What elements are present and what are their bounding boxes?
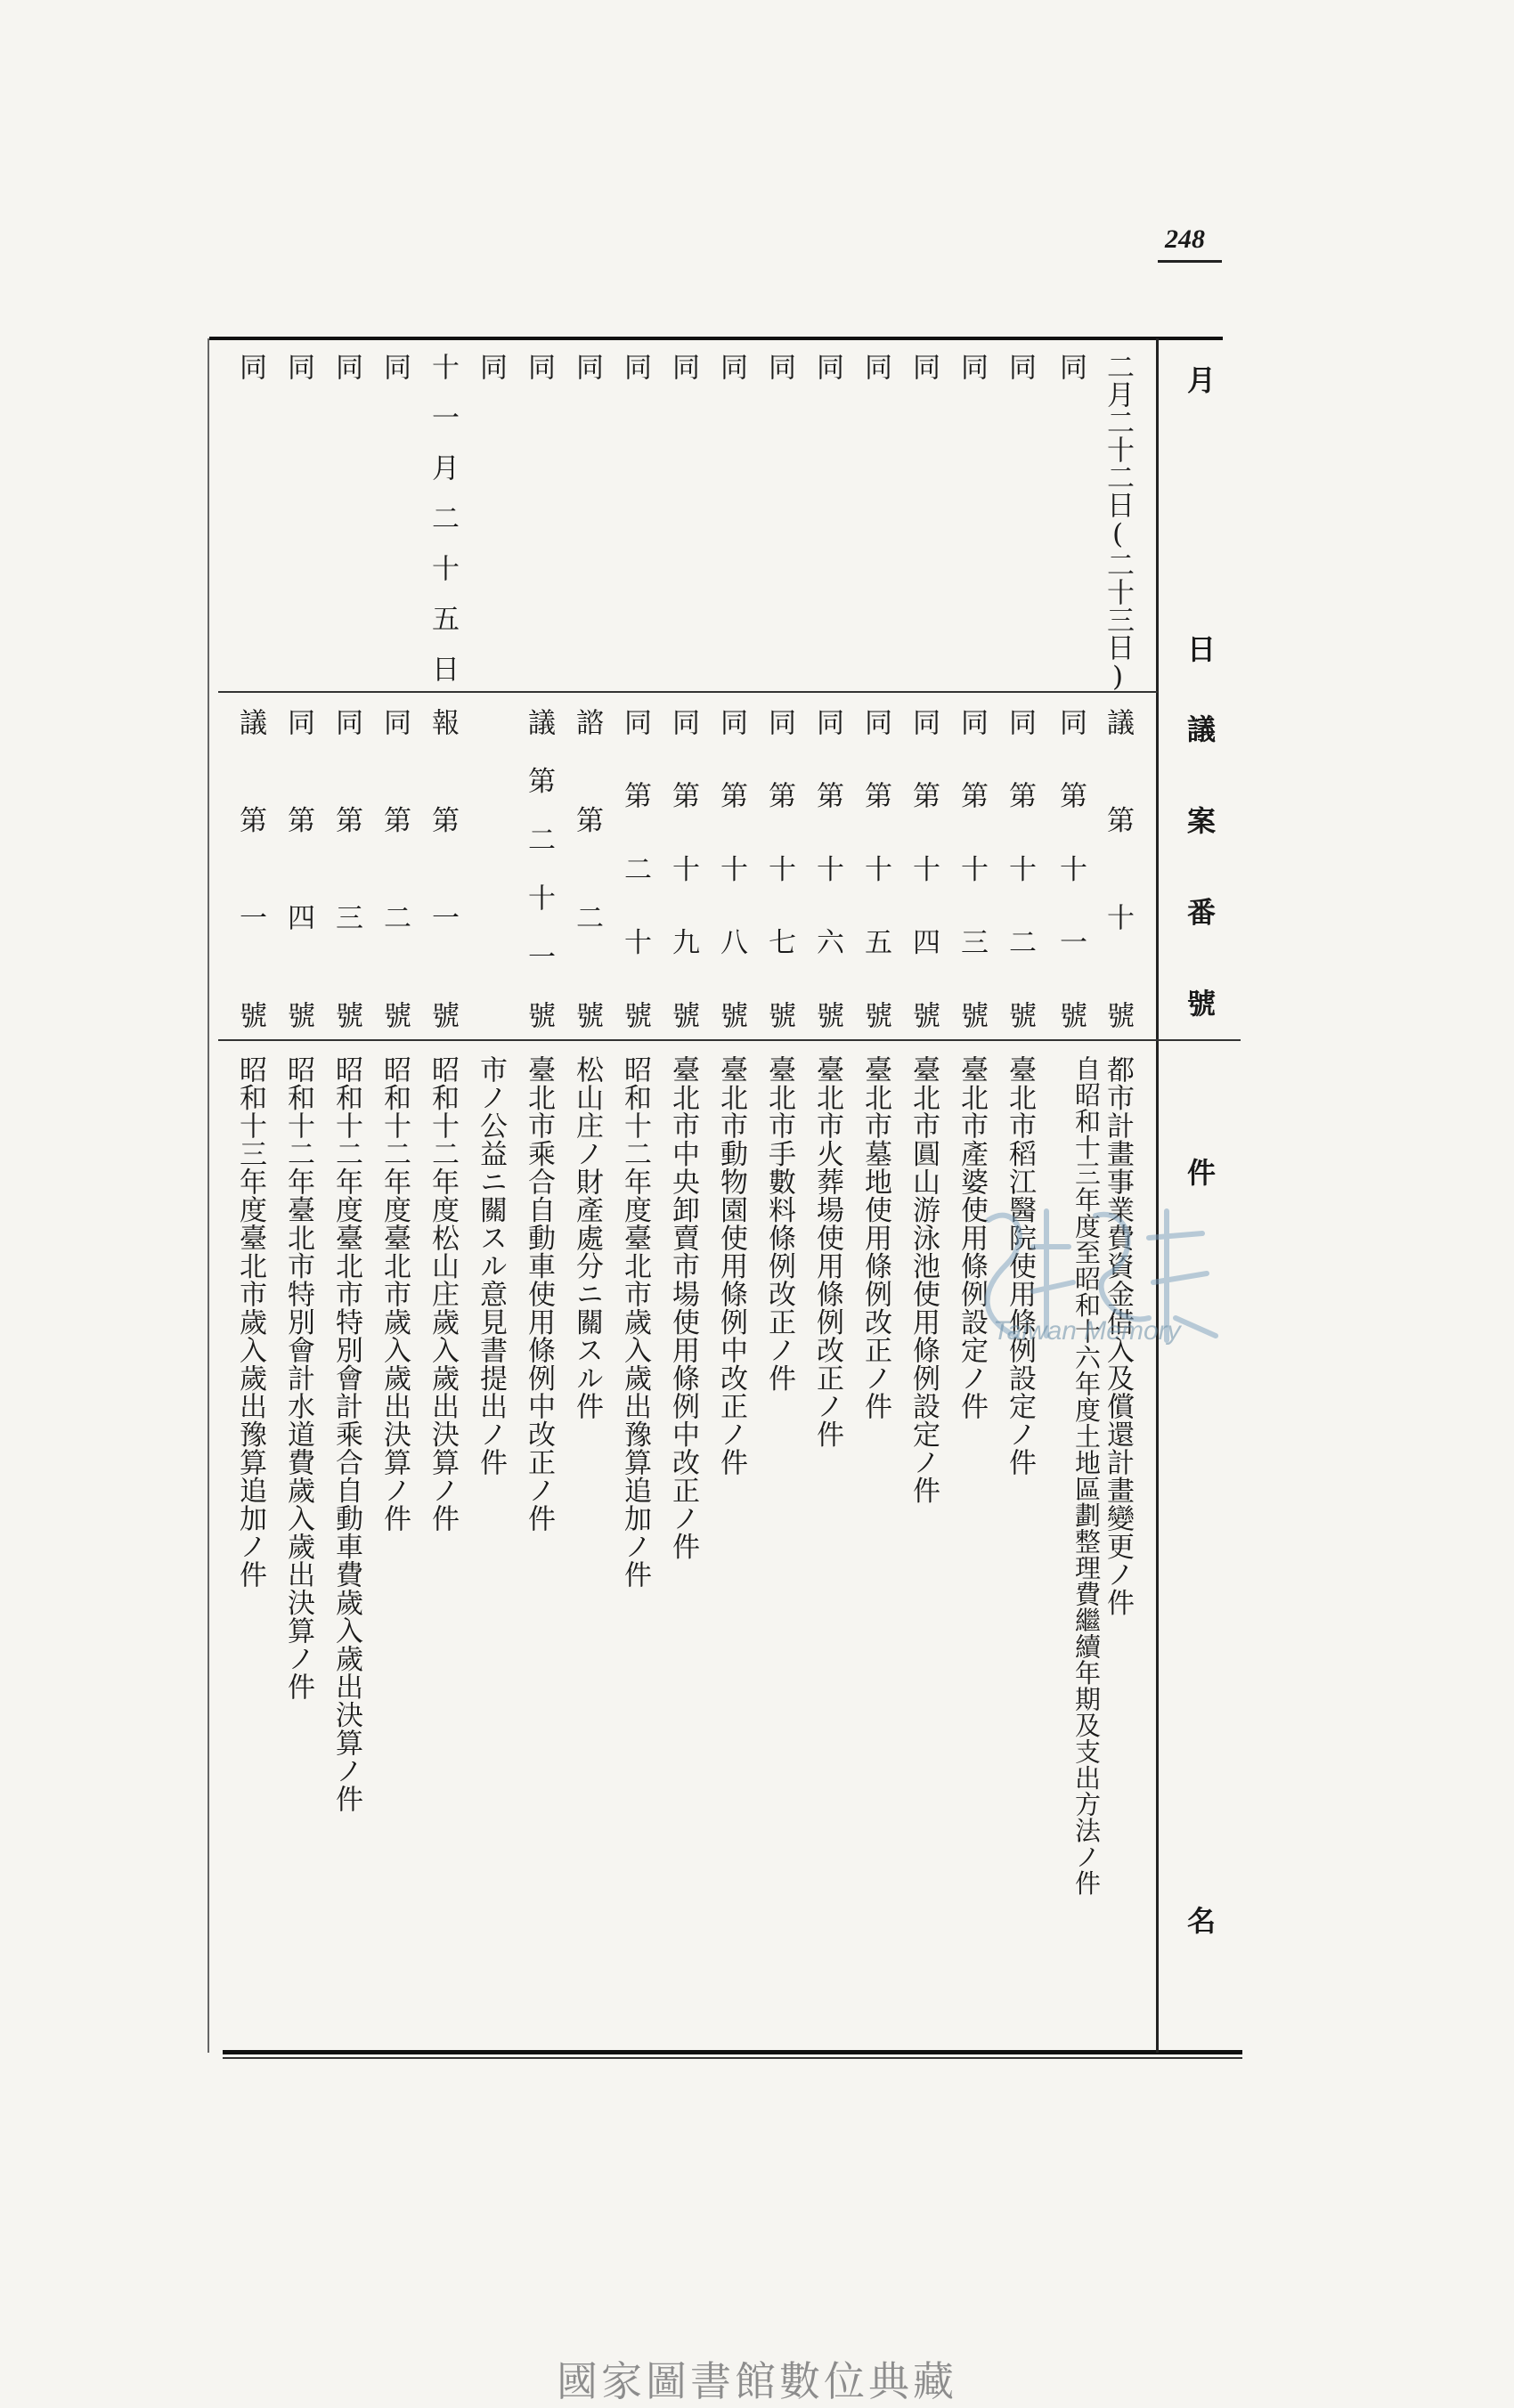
row-number: 同第二十號 [619,708,651,1029]
row-number: 同第三號 [330,708,362,1029]
row-date: 同 [619,353,651,380]
row-date: 同 [715,353,747,380]
table-row [659,0,707,2404]
row-number: 議第十號 [1102,708,1134,1029]
row-title: 昭和十二年臺北市特別會計水道費歲入歲出決算ノ件 [282,1055,314,1701]
row-number: 議第一號 [234,708,266,1029]
row-number: 同第十一號 [1054,708,1087,1029]
row-number: 同第十七號 [763,708,795,1029]
row-date: 同 [667,353,699,380]
row-date: 十一月二十五日 [427,353,459,682]
row-number: 同第十九號 [667,708,699,1029]
table-row [803,0,851,2404]
page-number: 248 [1165,224,1205,254]
header-day: 日 [1183,634,1217,663]
row-number: 同第十八號 [715,708,747,1029]
row-title: 臺北市乘合自動車使用條例中改正ノ件 [523,1055,555,1533]
row-number: 議第二十一號 [523,708,555,1029]
row-date: 同 [908,353,940,380]
table-row [370,0,419,2404]
row-title: 臺北市稻江醫院使用條例設定ノ件 [1004,1055,1036,1477]
table-row [274,0,322,2404]
header-name: 名 [1183,1906,1217,1934]
header-item: 件 [1183,1158,1217,1186]
header-month: 月 [1183,365,1217,394]
row-title: 臺北市圓山游泳池使用條例設定ノ件 [908,1055,940,1504]
row-date: 同 [859,353,891,380]
table-row [322,0,370,2404]
row-date: 同 [763,353,795,380]
row-title: 昭和十二年度臺北市特別會計乘合自動車費歲入歲出決算ノ件 [330,1055,362,1813]
row-date: 同 [1004,353,1036,380]
table-left-border [208,338,209,2053]
row-title: 都市計畫事業費資金借入及償還計畫變更ノ件 [1102,1055,1134,1616]
row-date: 同 [956,353,988,380]
header-number-divider [1156,1039,1241,1041]
row-title: 臺北市手數料條例改正ノ件 [763,1055,795,1392]
table-row [467,0,515,2404]
row-title: 昭和十二年度松山庄歲入歲出決算ノ件 [427,1055,459,1533]
row-date: 同 [1054,353,1087,380]
row-title: 市ノ公益ニ關スル意見書提出ノ件 [475,1055,507,1477]
row-number: 報第一號 [427,708,459,1029]
row-number: 同第十五號 [859,708,891,1029]
header-bill-number: 議案番號 [1183,714,1217,1017]
row-number: 同第十二號 [1004,708,1036,1029]
table-row [563,0,611,2404]
row-title: 臺北市產婆使用條例設定ノ件 [956,1055,988,1420]
row-number: 同第四號 [282,708,314,1029]
row-date: 同 [571,353,603,380]
table-row [707,0,755,2404]
table-row [755,0,803,2404]
table-row [851,0,899,2404]
row-title: 自昭和十三年度至昭和十六年度土地區劃整理費繼續年期及支出方法ノ件 [1071,1055,1102,1896]
row-title: 臺北市動物園使用條例中改正ノ件 [715,1055,747,1477]
row-number: 同第十六號 [811,708,843,1029]
row-date: 同 [234,353,266,380]
row-title: 昭和十二年度臺北市歲入歲出豫算追加ノ件 [619,1055,651,1589]
row-title: 臺北市墓地使用條例改正ノ件 [859,1055,891,1420]
row-title: 臺北市火葬場使用條例改正ノ件 [811,1055,843,1448]
row-date: 同 [282,353,314,380]
footer-caption: 國家圖書館數位典藏 [557,2357,957,2405]
table-row [419,0,467,2404]
watermark-subtitle: Taiwan Memory [993,1316,1181,1346]
watermark-logo [962,1184,1229,1380]
row-date: 同 [523,353,555,380]
table-row [899,0,948,2404]
row-title: 松山庄ノ財產處分ニ關スル件 [571,1055,603,1420]
row-date: 二月二十二日(二十三日) [1102,353,1134,693]
page-number-rule [1158,260,1222,263]
row-number: 同第二號 [378,708,411,1029]
row-date: 同 [811,353,843,380]
row-title: 昭和十三年度臺北市歲入歲出豫算追加ノ件 [234,1055,266,1589]
row-date: 同 [475,353,507,380]
row-date: 同 [378,353,411,380]
table-row [515,0,563,2404]
row-number [467,708,515,1029]
table-row [611,0,659,2404]
row-number: 同第十四號 [908,708,940,1029]
row-number: 諮第二號 [571,708,603,1029]
row-number: 同第十三號 [956,708,988,1029]
row-title: 昭和十二年度臺北市歲入歲出決算ノ件 [378,1055,411,1533]
row-date: 同 [330,353,362,380]
row-title: 臺北市中央卸賣市場使用條例中改正ノ件 [667,1055,699,1560]
table-row [226,0,274,2404]
